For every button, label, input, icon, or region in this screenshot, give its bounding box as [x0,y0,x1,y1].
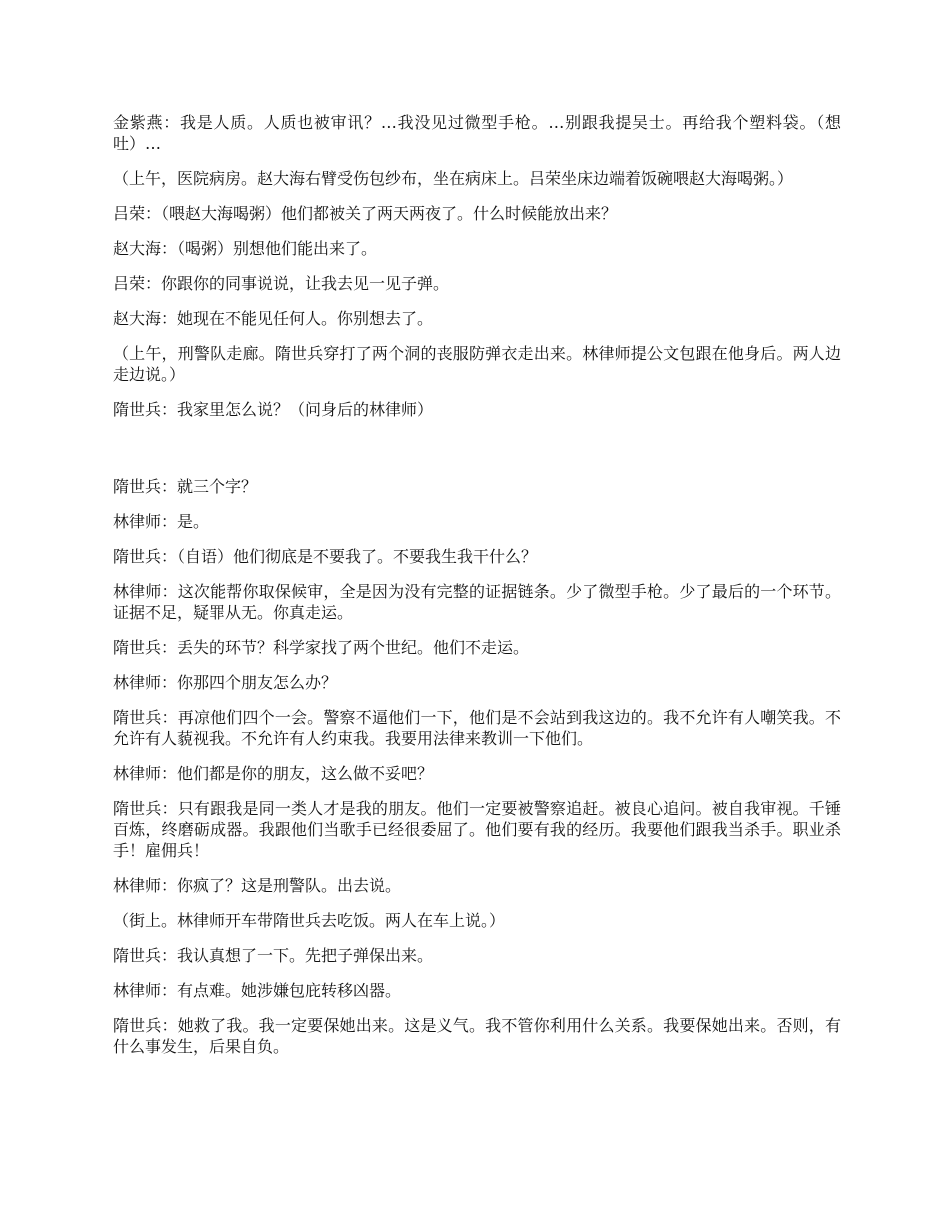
document-body [113,112,841,1071]
paragraph: 赵大海：她现在不能见任何人。你别想去了。 [113,309,434,328]
paragraph: 隋世兵：再凉他们四个一会。警察不逼他们一下，他们是不会站到我这边的。我不允许有人嘲笑我。不允许有人藐视我。不允许有人约束我。我要用法律来教训一下他们。 [113,708,841,748]
paragraph: 林律师：有点难。她涉嫌包庇转移凶器。 [113,981,402,1000]
paragraph: 隋世兵：丢失的环节？科学家找了两个世纪。他们不走运。 [113,638,530,657]
paragraph: 隋世兵：（自语）他们彻底是不要我了。不要我生我干什么？ [113,547,538,566]
stage-direction: （上午，刑警队走廊。隋世兵穿打了两个洞的丧服防弹衣走出来。林律师提公文包跟在他身后。两人边走边说。） [113,344,841,384]
paragraph: 隋世兵：我认真想了一下。先把子弹保出来。 [113,946,434,965]
stage-direction: （街上。林律师开车带隋世兵去吃饭。两人在车上说。） [113,911,506,930]
paragraph: 林律师：他们都是你的朋友，这么做不妥吧？ [113,764,434,783]
paragraph: 林律师：是。 [113,512,210,531]
paragraph: 隋世兵：我家里怎么说？（问身后的林律师） [113,400,434,419]
paragraph: 金紫燕：我是人质。人质也被审讯？…我没见过微型手枪。…别跟我提吴士。再给我个塑料袋。（想吐）… [113,113,841,153]
stage-direction: （上午，医院病房。赵大海右臂受伤包纱布，坐在病床上。吕荣坐床边端着饭碗喂赵大海喝粥。） [113,169,794,188]
paragraph: 吕荣：你跟你的同事说说，让我去见一见子弹。 [113,274,450,293]
paragraph: 赵大海：（喝粥）别想他们能出来了。 [113,239,378,258]
paragraph: 隋世兵：只有跟我是同一类人才是我的朋友。他们一定要被警察追赶。被良心追问。被自我审视。千锤百炼，终磨砺成器。我跟他们当歌手已经很委屈了。他们要有我的经历。我要他们跟我当杀手。职业杀手！雇佣兵！ [113,799,841,860]
blank-gap [113,434,841,476]
paragraph: 吕荣：（喂赵大海喝粥）他们都被关了两天两夜了。什么时候能放出来？ [113,204,618,223]
paragraph: 隋世兵：她救了我。我一定要保她出来。这是义气。我不管你利用什么关系。我要保她出来。否则，有什么事发生，后果自负。 [113,1016,841,1056]
paragraph: 林律师：你那四个朋友怎么办？ [113,673,338,692]
paragraph: 隋世兵：就三个字？ [113,477,258,496]
paragraph: 林律师：你疯了？这是刑警队。出去说。 [113,876,402,895]
paragraph: 林律师：这次能帮你取保候审，全是因为没有完整的证据链条。少了微型手枪。少了最后的一个环节。证据不足，疑罪从无。你真走运。 [113,582,841,622]
